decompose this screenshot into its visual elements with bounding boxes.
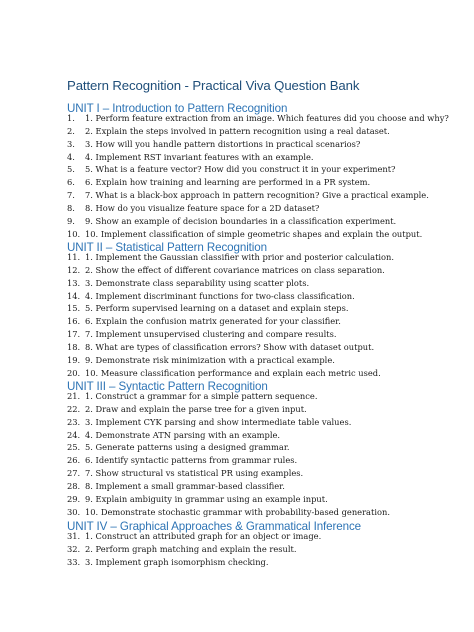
document-title: Pattern Recognition - Practical Viva Question Bank — [67, 78, 360, 93]
question-item — [67, 176, 467, 189]
unit-1-heading: UNIT I – Introduction to Pattern Recognition — [67, 102, 288, 115]
question-text: 1. Implement the Gaussian classifier with prior and posterior calculation. — [85, 252, 395, 262]
question-text: 3. How will you handle pattern distortions in practical scenarios? — [85, 138, 361, 149]
unit-3-question-list — [67, 390, 467, 518]
question-item — [67, 125, 467, 138]
question-item — [67, 354, 467, 367]
question-text: 9. Explain ambiguity in grammar using an example input. — [85, 493, 328, 504]
question-number: 15. — [67, 303, 81, 314]
question-text: 10. Demonstrate stochastic grammar with probability-based generation. — [85, 506, 390, 517]
question-text: 4. Implement discriminant functions for two-class classification. — [85, 290, 355, 301]
question-number: 10. — [67, 228, 81, 239]
question-number: 18. — [67, 341, 81, 352]
question-item — [67, 416, 467, 429]
question-number: 8. — [67, 202, 75, 213]
question-text: 1. Construct an attributed graph for an object or image. — [85, 531, 322, 541]
question-number: 16. — [67, 316, 81, 327]
question-item — [67, 341, 467, 354]
question-number: 23. — [67, 416, 81, 427]
question-number: 30. — [67, 506, 81, 517]
question-number: 1. — [67, 113, 75, 123]
question-number: 2. — [67, 125, 75, 136]
question-text: 5. Perform supervised learning on a dataset and explain steps. — [85, 303, 349, 314]
question-text: 6. Identify syntactic patterns from grammar rules. — [85, 455, 298, 466]
question-text: 4. Implement RST invariant features with an example. — [85, 151, 314, 162]
question-text: 6. Explain how training and learning are performed in a PR system. — [85, 177, 371, 188]
question-number: 5. — [67, 164, 75, 175]
question-number: 32. — [67, 543, 81, 554]
question-number: 7. — [67, 190, 75, 201]
question-text: 7. Implement unsupervised clustering and compare results. — [85, 329, 337, 340]
question-item — [67, 403, 467, 416]
question-number: 31. — [67, 531, 81, 541]
question-item — [67, 390, 467, 403]
question-item — [67, 506, 467, 519]
question-text: 4. Demonstrate ATN parsing with an example. — [85, 429, 281, 440]
question-item — [67, 467, 467, 480]
question-number: 29. — [67, 493, 81, 504]
question-text: 3. Implement CYK parsing and show intermediate table values. — [85, 416, 352, 427]
question-text: 3. Implement graph isomorphism checking. — [85, 556, 269, 567]
question-text: 6. Explain the confusion matrix generated for your classifier. — [85, 316, 341, 327]
question-number: 28. — [67, 480, 81, 491]
question-number: 26. — [67, 455, 81, 466]
question-item — [67, 163, 467, 176]
question-number: 14. — [67, 290, 81, 301]
question-item — [67, 454, 467, 467]
question-item — [67, 543, 467, 556]
question-item — [67, 429, 467, 442]
question-item — [67, 493, 467, 506]
question-item — [67, 441, 467, 454]
question-text: 2. Show the effect of different covariance matrices on class separation. — [85, 264, 385, 275]
question-text: 7. Show structural vs statistical PR using examples. — [85, 468, 304, 479]
question-number: 9. — [67, 215, 75, 226]
question-item — [67, 215, 467, 228]
question-number: 21. — [67, 391, 81, 401]
question-text: 10. Measure classification performance and explain each metric used. — [85, 367, 381, 378]
question-text: 8. How do you visualize feature space for a 2D dataset? — [85, 202, 320, 213]
question-number: 20. — [67, 367, 81, 378]
question-text: 2. Explain the steps involved in pattern recognition using a real dataset. — [85, 125, 390, 136]
unit-1-question-list — [67, 112, 467, 240]
question-item — [67, 228, 467, 241]
question-item — [67, 328, 467, 341]
question-item — [67, 315, 467, 328]
question-item — [67, 189, 467, 202]
question-item — [67, 556, 467, 569]
question-text: 8. Implement a small grammar-based classifier. — [85, 480, 285, 491]
question-item — [67, 290, 467, 303]
question-text: 8. What are types of classification errors? Show with dataset output. — [85, 341, 375, 352]
question-number: 27. — [67, 468, 81, 479]
unit-4-heading: UNIT IV – Graphical Approaches & Grammatical Inference — [67, 520, 362, 533]
question-item — [67, 138, 467, 151]
question-number: 19. — [67, 354, 81, 365]
question-item — [67, 277, 467, 290]
question-text: 2. Perform graph matching and explain the result. — [85, 543, 297, 554]
question-item — [67, 302, 467, 315]
question-text: 3. Demonstrate class separability using scatter plots. — [85, 277, 310, 288]
question-number: 22. — [67, 403, 81, 414]
question-number: 12. — [67, 264, 81, 275]
question-item — [67, 112, 467, 125]
question-number: 25. — [67, 442, 81, 453]
question-text: 5. What is a feature vector? How did you construct it in your experiment? — [85, 164, 396, 175]
question-item — [67, 367, 467, 380]
question-number: 17. — [67, 329, 81, 340]
question-text: 7. What is a black-box approach in pattern recognition? Give a practical example. — [85, 190, 429, 201]
question-text: 9. Show an example of decision boundaries in a classification experiment. — [85, 215, 397, 226]
question-item — [67, 151, 467, 164]
unit-3-heading: UNIT III – Syntactic Pattern Recognition — [67, 380, 268, 393]
question-item — [67, 480, 467, 493]
question-item — [67, 251, 467, 264]
question-text: 9. Demonstrate risk minimization with a practical example. — [85, 354, 335, 365]
question-number: 3. — [67, 138, 75, 149]
question-number: 6. — [67, 177, 75, 188]
question-text: 5. Generate patterns using a designed grammar. — [85, 442, 290, 453]
question-number: 11. — [67, 252, 81, 262]
question-number: 4. — [67, 151, 75, 162]
question-text: 1. Perform feature extraction from an image. Which features did you choose and why? — [85, 113, 449, 123]
question-item — [67, 530, 467, 543]
unit-2-question-list — [67, 251, 467, 379]
question-text: 1. Construct a grammar for a simple pattern sequence. — [85, 391, 318, 401]
question-text: 10. Implement classification of simple geometric shapes and explain the output. — [85, 228, 423, 239]
question-item — [67, 202, 467, 215]
question-number: 13. — [67, 277, 81, 288]
question-item — [67, 264, 467, 277]
question-text: 2. Draw and explain the parse tree for a given input. — [85, 403, 307, 414]
question-number: 33. — [67, 556, 81, 567]
unit-4-question-list — [67, 530, 467, 569]
question-number: 24. — [67, 429, 81, 440]
unit-2-heading: UNIT II – Statistical Pattern Recognition — [67, 241, 267, 254]
